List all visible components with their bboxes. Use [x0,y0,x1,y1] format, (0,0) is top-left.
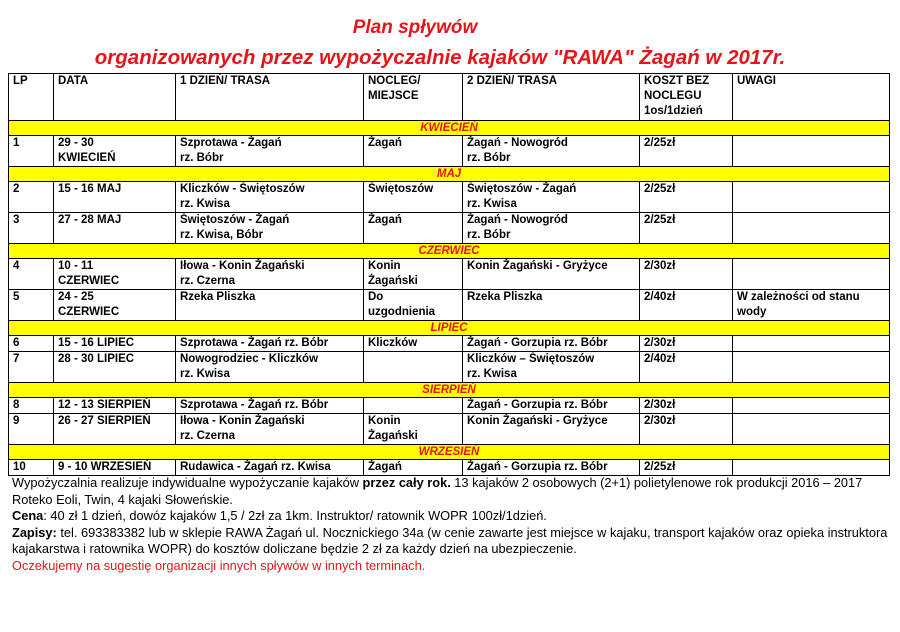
cell-uwagi [733,336,890,352]
cell-koszt: 2/30zł [640,414,733,445]
cell-day1-route: Świętoszów - Żagań rz. Kwisa, Bóbr [176,213,364,244]
table-row [9,259,890,290]
cell-nocleg: Konin Żagański [364,414,463,445]
cell-lp: 1 [9,136,54,167]
table-row [9,460,890,476]
cell-nocleg: Żagań [364,460,463,476]
cell-date: 24 - 25 CZERWIEC [54,290,176,321]
cell-uwagi [733,352,890,383]
header-nocleg: NOCLEG/ MIEJSCE [364,74,463,121]
cell-day1-route: Szprotawa - Żagań rz. Bóbr [176,136,364,167]
cell-uwagi [733,136,890,167]
cell-koszt: 2/25zł [640,182,733,213]
cell-date: 10 - 11 CZERWIEC [54,259,176,290]
table-row [9,136,890,167]
cell-nocleg: Świętoszów [364,182,463,213]
cell-nocleg: Kliczków [364,336,463,352]
cell-lp: 5 [9,290,54,321]
cell-date: 15 - 16 LIPIEC [54,336,176,352]
schedule-table [8,73,890,476]
table-row [9,213,890,244]
notes-registration: Zapisy: tel. 693383382 lub w sklepie RAWA Żagań ul. Nocznickiego 34a (w cenie zawarte jest miejsce w kajaku, transport kajaków oraz opieka instruktora kajakarstwa i ratownika WOPR) do kosztów doliczane będzie 2 zł za każdy dzień na ubezpieczenie. [12,524,888,557]
cell-koszt: 2/25zł [640,213,733,244]
header-koszt: KOSZT BEZ NOCLEGU 1os/1dzień [640,74,733,121]
cell-koszt: 2/30zł [640,398,733,414]
cell-uwagi [733,259,890,290]
cell-koszt: 2/40zł [640,352,733,383]
month-row-wrzesien [9,445,890,460]
month-label: LIPIEC [9,321,890,336]
month-row-sierpien [9,383,890,398]
cell-day1-route: Szprotawa - Żagań rz. Bóbr [176,336,364,352]
month-label: CZERWIEC [9,244,890,259]
cell-day2-route: Żagań - Nowogród rz. Bóbr [463,136,640,167]
cell-uwagi: W zależności od stanu wody [733,290,890,321]
cell-koszt: 2/25zł [640,460,733,476]
cell-day1-route: Nowogrodziec - Kliczków rz. Kwisa [176,352,364,383]
cell-date: 12 - 13 SIERPIEŃ [54,398,176,414]
header-day1-route: 1 DZIEŃ/ TRASA [176,74,364,121]
header-lp: LP [9,74,54,121]
month-label: SIERPIEŃ [9,383,890,398]
table-row [9,398,890,414]
cell-day1-route: Iłowa - Konin Żagański rz. Czerna [176,414,364,445]
cell-uwagi [733,414,890,445]
cell-date: 26 - 27 SIERPIEŃ [54,414,176,445]
notes-section [12,475,892,575]
cell-day2-route: Świętoszów - Żagań rz. Kwisa [463,182,640,213]
cell-uwagi [733,182,890,213]
cell-day1-route: Rzeka Pliszka [176,290,364,321]
cell-lp: 3 [9,213,54,244]
header-uwagi: UWAGI [733,74,890,121]
cell-nocleg: Żagań [364,136,463,167]
cell-uwagi [733,213,890,244]
cell-day2-route: Żagań - Nowogród rz. Bóbr [463,213,640,244]
page-title: Plan spływów [352,17,478,38]
cell-day2-route: Kliczków – Świętoszów rz. Kwisa [463,352,640,383]
month-label: MAJ [9,167,890,182]
cell-nocleg: Konin Żagański [364,259,463,290]
table-row [9,182,890,213]
month-row-maj [9,167,890,182]
cell-day1-route: Kliczków - Świętoszów rz. Kwisa [176,182,364,213]
cell-day2-route: Rzeka Pliszka [463,290,640,321]
month-row-kwiecien [9,121,890,136]
cell-lp: 2 [9,182,54,213]
cell-koszt: 2/30zł [640,259,733,290]
table-row [9,352,890,383]
cell-day2-route: Żagań - Gorzupia rz. Bóbr [463,460,640,476]
cell-koszt: 2/25zł [640,136,733,167]
cell-date: 9 - 10 WRZESIEŃ [54,460,176,476]
page-subtitle: organizowanych przez wypożyczalnie kajaków "RAWA" Żagań w 2017r. [94,46,786,69]
cell-day1-route: Rudawica - Żagań rz. Kwisa [176,460,364,476]
cell-nocleg [364,398,463,414]
month-row-czerwiec [9,244,890,259]
cell-nocleg: Do uzgodnienia [364,290,463,321]
cell-date: 29 - 30 KWIECIEŃ [54,136,176,167]
cell-lp: 9 [9,414,54,445]
header-day2-route: 2 DZIEŃ/ TRASA [463,74,640,121]
month-label: WRZESIEŃ [9,445,890,460]
month-row-lipiec [9,321,890,336]
header-data: DATA [54,74,176,121]
notes-closing: Oczekujemy na sugestię organizacji innych spływów w innych terminach. [12,557,426,573]
cell-nocleg: Żagań [364,213,463,244]
cell-date: 27 - 28 MAJ [54,213,176,244]
table-header-row [9,74,890,121]
cell-day2-route: Żagań - Gorzupia rz. Bóbr [463,398,640,414]
cell-day1-route: Szprotawa - Żagań rz. Bóbr [176,398,364,414]
cell-date: 28 - 30 LIPIEC [54,352,176,383]
notes-rental-info: Wypożyczalnia realizuje indywidualne wypożyczanie kajaków przez cały rok. 13 kajaków 2 osobowych (2+1) polietylenowe rok produkcji 2016 – 2017 Roteko Eoli, Twin, 4 kajaki Słoweńskie. [12,475,863,507]
cell-lp: 4 [9,259,54,290]
cell-lp: 10 [9,460,54,476]
cell-day2-route: Konin Żagański - Gryżyce [463,414,640,445]
cell-day1-route: Iłowa - Konin Żagański rz. Czerna [176,259,364,290]
cell-day2-route: Żagań - Gorzupia rz. Bóbr [463,336,640,352]
cell-lp: 6 [9,336,54,352]
cell-day2-route: Konin Żagański - Gryżyce [463,259,640,290]
table-row [9,290,890,321]
cell-lp: 8 [9,398,54,414]
month-label: KWIECIEŃ [9,121,890,136]
notes-price: Cena: 40 zł 1 dzień, dowóz kajaków 1,5 / 2zł za 1km. Instruktor/ ratownik WOPR 100zł/1dzień. [12,508,547,524]
cell-uwagi [733,460,890,476]
cell-koszt: 2/40zł [640,290,733,321]
cell-koszt: 2/30zł [640,336,733,352]
cell-uwagi [733,398,890,414]
table-row [9,414,890,445]
cell-nocleg [364,352,463,383]
cell-date: 15 - 16 MAJ [54,182,176,213]
cell-lp: 7 [9,352,54,383]
table-row [9,336,890,352]
